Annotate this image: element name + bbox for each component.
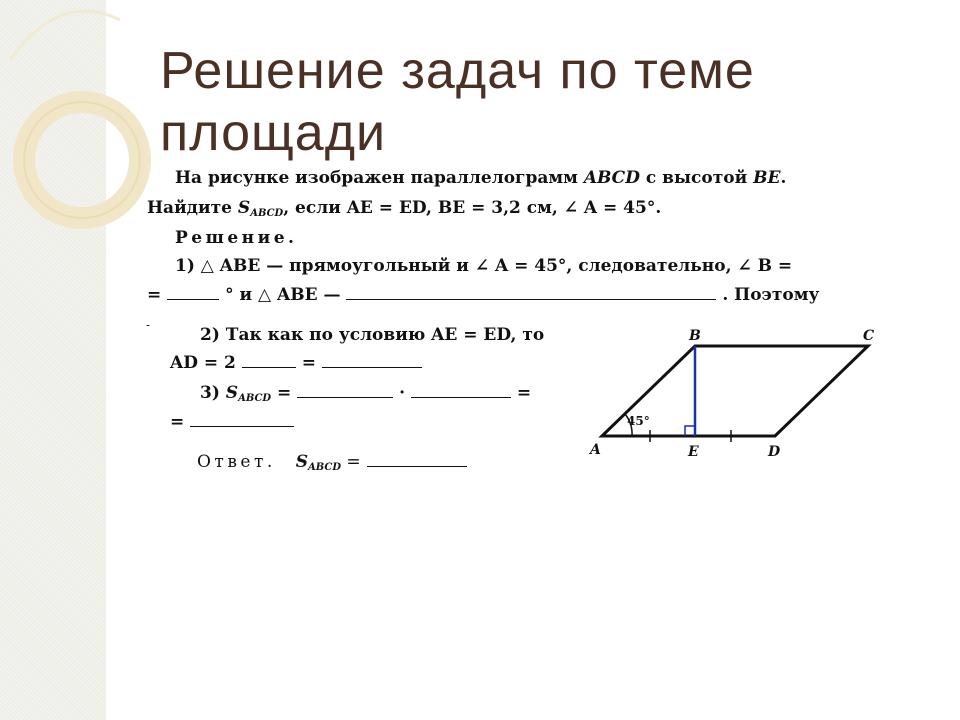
equals-sign: = xyxy=(301,353,316,373)
area-symbol: S xyxy=(225,383,239,403)
step-2-line-1: 2) Так как по условию AE = ED, то xyxy=(200,325,545,345)
multiply-dot: · xyxy=(399,383,406,403)
equals-sign: = xyxy=(516,383,532,403)
vertex-label-a: A xyxy=(590,442,601,458)
solution-heading: Решение. xyxy=(175,228,298,248)
dash-mark: - xyxy=(146,318,151,332)
equals-sign: = xyxy=(271,383,292,403)
step-text: AD = 2 xyxy=(170,353,236,373)
answer-blank xyxy=(322,353,422,368)
step-text: ° и △ ABE — xyxy=(225,285,341,305)
answer-label: Ответ. xyxy=(197,452,276,472)
answer-blank xyxy=(167,285,219,300)
step-1-line-1: 1) △ ABE — прямоугольный и ∠ A = 45°, следовательно, ∠ B = xyxy=(175,256,793,276)
area-subscript: ABCD xyxy=(250,208,284,219)
equals-sign: = xyxy=(147,285,162,305)
given-conditions: , если AE = ED, BE = 3,2 см, ∠ A = 45°. xyxy=(283,198,662,218)
vertex-label-b: B xyxy=(689,328,701,344)
step-1-line-2 xyxy=(147,285,819,305)
step-text: . Поэтому xyxy=(722,285,820,305)
point-label-e: E xyxy=(688,444,699,460)
slide-title: Решение задач по теме площади xyxy=(160,42,755,162)
problem-text: с высотой xyxy=(639,168,754,188)
area-subscript: ABCD xyxy=(238,393,272,404)
answer-blank xyxy=(367,452,467,467)
angle-label: 45° xyxy=(627,414,650,428)
vertex-label-c: C xyxy=(863,328,875,344)
step-3-line-1 xyxy=(200,383,531,404)
answer-blank xyxy=(242,353,296,368)
step-3-line-2 xyxy=(170,412,294,432)
answer-blank xyxy=(346,285,716,300)
equals-sign: = xyxy=(170,412,185,432)
step-text: 3) xyxy=(200,383,226,403)
answer-blank xyxy=(297,383,393,398)
problem-line-1 xyxy=(175,168,786,188)
parallelogram-figure xyxy=(585,322,885,467)
shape-name: ABCD xyxy=(583,168,640,188)
answer-blank xyxy=(190,412,294,427)
area-subscript: ABCD xyxy=(308,462,342,473)
vertex-label-d: D xyxy=(768,444,781,460)
area-symbol: S xyxy=(295,452,308,472)
problem-text: На рисунке изображен параллелограмм xyxy=(175,168,584,188)
find-text: Найдите xyxy=(147,198,238,218)
height-name: BE xyxy=(753,168,781,188)
equals-sign: = xyxy=(341,452,361,472)
answer-line xyxy=(197,452,467,473)
problem-line-2 xyxy=(147,198,661,219)
area-symbol: S xyxy=(237,198,251,218)
problem-text: . xyxy=(780,168,787,188)
step-2-line-2 xyxy=(170,353,422,373)
answer-blank xyxy=(411,383,511,398)
